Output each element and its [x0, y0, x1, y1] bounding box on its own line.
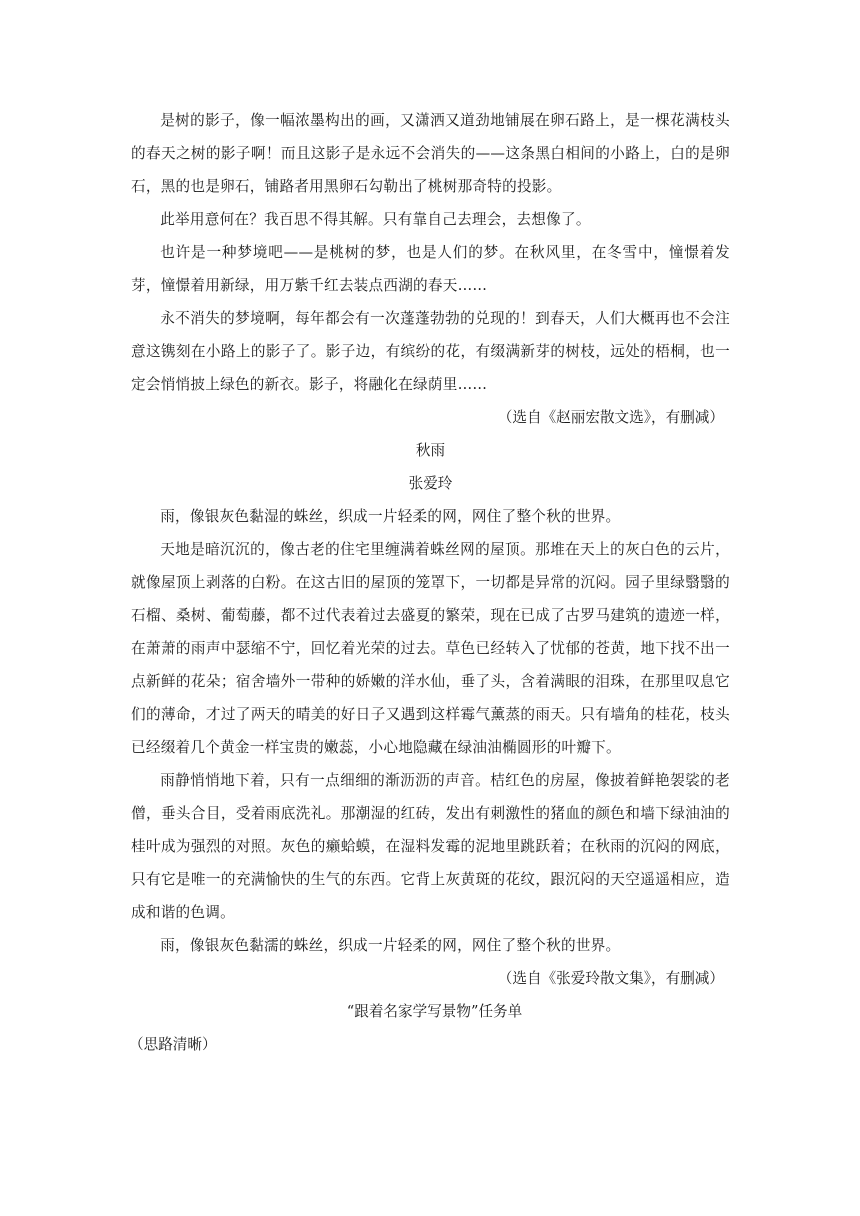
- essay1-paragraph-1: 是树的影子，像一幅浓墨构出的画，又潇洒又道劲地铺展在卵石路上，是一棵花满枝头的春天之树的影子啊！而且这影子是永远不会消失的——这条黑白相间的小路上，白的是卵石，黑的也是卵石，铺路者用黑卵石勾勒出了桃树那奇特的投影。: [131, 112, 730, 195]
- essay2-paragraph-2: 天地是暗沉沉的，像古老的住宅里缠满着蛛丝网的屋顶。那堆在天上的灰白色的云片，就像屋顶上剥落的白粉。在这古旧的屋顶的笼罩下，一切都是异常的沉闷。园子里绿翳翳的石榴、桑树、葡萄藤，都不过代表着过去盛夏的繁荣，现在已成了古罗马建筑的遗迹一样，在萧萧的雨声中瑟缩不宁，回忆着光荣的过去。草色已经转入了忧郁的苍黄，地下找不出一点新鲜的花朵；宿舍墙外一带种的娇嫩的洋水仙，垂了头，含着满眼的泪珠，在那里叹息它们的薄命，才过了两天的晴美的好日子又遇到这样霉气薰蒸的雨天。只有墙角的桂花，枝头已经缀着几个黄金一样宝贵的嫩蕊，小心地隐藏在绿油油椭圆形的叶瓣下。: [131, 541, 730, 756]
- essay2-paragraph-3: 雨静悄悄地下着，只有一点细细的渐沥沥的声音。桔红色的房屋，像披着鲜艳袈裟的老僧，垂头合目，受着雨底洗礼。那潮湿的红砖，发出有刺激性的猪血的颜色和墙下绿油油的桂叶成为强烈的对照。灰色的癞蛤蟆，在湿料发霉的泥地里跳跃着；在秋雨的沉闷的网底，只有它是唯一的充满愉快的生气的东西。它背上灰黄斑的花纹，跟沉闷的天空遥遥相应，造成和谐的色调。: [131, 772, 730, 921]
- essay2-title: 秋雨: [415, 442, 446, 459]
- essay2-paragraph-4: 雨，像银灰色黏濡的蛛丝，织成一片轻柔的网，网住了整个秋的世界。: [160, 937, 621, 954]
- essay2-paragraph-1: 雨，像银灰色黏湿的蛛丝，织成一片轻柔的网，网住了整个秋的世界。: [160, 508, 621, 525]
- task-note: （思路清晰）: [129, 1036, 217, 1053]
- essay2-source: （选自《张爱玲散文集》，有删减）: [497, 970, 724, 987]
- essay2-author: 张爱玲: [408, 475, 453, 492]
- essay1-paragraph-4: 永不消失的梦境啊，每年都会有一次蓬蓬勃勃的兑现的！到春天，人们大概再也不会注意这镌刻在小路上的影子了。影子边，有缤纷的花，有缀满新芽的树枝，远处的梧桐，也一定会悄悄披上绿色的新衣。影子，将融化在绿荫里……: [131, 310, 730, 393]
- essay1-source: （选自《赵丽宏散文选》，有删减）: [497, 409, 724, 426]
- document-body: [131, 104, 730, 1061]
- essay1-paragraph-2: 此举用意何在？我百思不得其解。只有靠自己去理会，去想像了。: [160, 211, 591, 228]
- essay1-paragraph-3: 也许是一种梦境吧——是桃树的梦，也是人们的梦。在秋风里，在冬雪中，憧憬着发芽，憧憬着用新绿，用万紫千红去装点西湖的春天……: [131, 244, 730, 294]
- task-sheet-title: “跟着名家学写景物”任务单: [346, 1003, 523, 1020]
